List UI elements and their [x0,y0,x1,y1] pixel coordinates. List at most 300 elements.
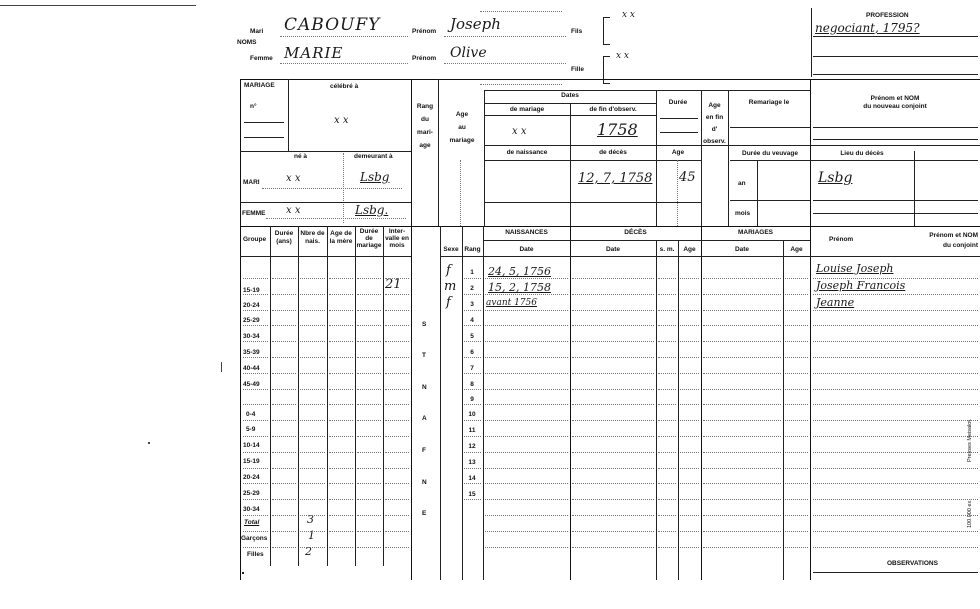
row-rule [272,310,296,311]
date-mariage-label: de mariage [509,106,545,113]
row-rule [272,452,296,453]
stray-rule [0,5,196,6]
row-rule [680,389,699,390]
garcons-label: Garçons [241,535,268,542]
row-rule [813,404,978,405]
enfants-letter: S [422,321,427,328]
row-rule [680,404,699,405]
group-row: 25-29 [243,490,260,497]
row-rule [680,515,699,516]
row-rule [813,468,978,469]
row-rule [385,499,409,500]
naissance-label: de naissance [506,149,548,156]
row-rule [357,278,381,279]
row-rule [272,389,296,390]
row-rule [357,515,381,516]
row-rule [813,373,978,374]
row-rule [785,341,808,342]
deces-age-header: Age [683,246,696,253]
row-rule [329,373,353,374]
row-rule [572,404,654,405]
row-rule [813,499,978,500]
rang-rule [464,341,481,342]
mari-deces-age: 45 [679,170,696,185]
row-rule [300,515,325,516]
child-naissance: 24, 5, 1756 [488,265,551,278]
row-rule [658,436,676,437]
rang-rule [464,452,481,453]
row-rule [703,468,781,469]
row-rule [572,341,654,342]
femme-nom: MARIE [284,44,344,62]
row-rule [703,515,781,516]
row-rule [658,404,676,405]
row-rule [357,531,381,532]
row-rule [658,294,676,295]
row-rule [357,420,381,421]
row-rule [785,294,808,295]
rang-rule [464,483,481,484]
print-count: 100.000 ex. [967,499,973,528]
row-rule [300,436,325,437]
row-rule [357,373,381,374]
row-rule [300,420,325,421]
row-rule [385,341,409,342]
femme-prenom-label: Prénom [412,55,437,62]
row-rule [272,373,296,374]
row-rule [658,373,676,374]
rang-rule [464,468,481,469]
row-rule [272,468,296,469]
intervalle-value: 21 [385,277,402,292]
child-prenom: Louise Joseph [816,262,894,275]
row-rule [485,436,568,437]
row-rule [243,389,268,390]
rang-number: 7 [470,365,474,372]
row-rule [272,515,296,516]
row-rule [703,499,781,500]
child-naissance: 15, 2, 1758 [488,281,551,294]
group-row: 30-34 [243,333,260,340]
row-rule [385,325,409,326]
rang-number: 4 [470,317,474,324]
rang-rule [464,325,481,326]
row-rule [272,483,296,484]
fille-value: x x [616,51,630,61]
group-row: 35-39 [243,349,260,356]
row-rule [329,357,353,358]
mari-demeurant-value: Lsbg [360,170,390,184]
femme-row-label: FEMME [242,210,266,217]
row-rule [385,483,409,484]
groupe-header: Groupe [243,236,267,243]
row-rule [300,373,325,374]
row-rule [300,294,325,295]
celebre-value: x x [334,115,349,126]
row-rule [300,310,325,311]
row-rule [680,278,699,279]
group-row: 20-24 [243,302,260,309]
row-rule [703,420,781,421]
group-row: 45-49 [243,381,260,388]
row-rule [572,294,654,295]
enfants-letter: T [422,352,426,359]
row-rule [658,468,676,469]
fils-bracket [603,17,610,45]
row-rule [680,357,699,358]
age-fin-label: Age en fin d' observ. [703,102,726,145]
row-rule [785,357,808,358]
rang-rule [464,310,481,311]
deces-date-header: Date [605,246,621,253]
row-rule [680,436,699,437]
row-rule [300,357,325,358]
row-rule [329,404,353,405]
row-rule [329,294,353,295]
demeurant-label: demeurant à [354,153,393,160]
naissance-date-header: Date [519,246,534,253]
rang-number: 15 [468,491,476,498]
celebre-label: célébré à [330,83,359,90]
total-value: 3 [307,513,314,526]
row-rule [385,278,409,279]
row-rule [300,483,325,484]
rang-rule [464,294,481,295]
row-rule [785,483,808,484]
row-rule [572,373,654,374]
row-rule [243,515,268,516]
row-rule [785,420,808,421]
row-rule [785,389,808,390]
date-fin-value: 1758 [597,120,638,139]
row-rule [485,531,568,532]
row-rule [243,341,268,342]
row-rule [785,499,808,500]
row-rule [300,278,325,279]
mari-nom: CABOUFY [284,15,381,35]
row-rule [572,436,654,437]
row-rule [272,294,296,295]
mari-deces-date: 12, 7, 1758 [578,171,653,186]
total-label: Total [244,519,260,526]
enfants-letter: A [422,415,427,422]
row-rule [385,547,409,548]
noms-label: NOMS [237,39,257,46]
row-rule [485,310,568,311]
row-rule [703,483,781,484]
row-rule [680,325,699,326]
row-rule [485,483,568,484]
group-row: 25-29 [243,317,260,324]
row-rule [785,325,808,326]
enfants-letter: N [422,384,427,391]
rang-rule [464,420,481,421]
row-rule [658,515,676,516]
row-rule [329,436,353,437]
conjoint-header: Prénom et NOM du conjoint [929,232,978,249]
row-rule [703,373,781,374]
row-rule [243,325,268,326]
garcons-value: 1 [308,529,315,542]
mari-prenom-label: Prénom [412,28,437,35]
child-sexe: f [446,263,451,278]
row-rule [357,452,381,453]
row-rule [300,404,325,405]
row-rule [485,373,568,374]
row-rule [680,531,699,532]
row-rule [813,436,978,437]
mari-ne-value: x x [286,173,301,184]
mariages-header: MARIAGES [737,229,774,236]
row-rule [485,499,568,500]
femme-ne-value: x x [286,205,301,216]
enfants-letter: F [422,447,426,454]
row-rule [785,310,808,311]
row-rule [703,310,781,311]
mariage-label: MARIAGE [244,82,275,89]
row-rule [243,468,268,469]
row-rule [385,373,409,374]
enfants-letter: E [422,510,427,517]
row-rule [785,547,808,548]
fille-label: Fille [571,66,585,73]
row-rule [243,310,268,311]
mari-row-label: MARI [243,179,260,186]
row-rule [300,499,325,500]
row-rule [243,278,268,279]
row-rule [357,341,381,342]
duree-ans-header: Durée (ans) [274,230,294,245]
rang-number: 9 [470,396,474,403]
rang-rule [464,278,481,279]
row-rule [243,357,268,358]
row-rule [385,515,409,516]
duree-veuvage-label: Durée du veuvage [742,150,798,157]
row-rule [485,389,568,390]
row-rule [485,341,568,342]
row-rule [658,278,676,279]
row-rule [272,547,296,548]
remariage-label: Remariage le [748,99,790,106]
row-rule [572,531,654,532]
child-sexe: m [444,279,457,294]
row-rule [385,310,409,311]
row-rule [385,420,409,421]
child-prenom: Joseph Francois [816,279,906,292]
row-rule [703,404,781,405]
sexe-header: Sexe [443,246,459,253]
row-rule [658,531,676,532]
row-rule [485,468,568,469]
row-rule [680,420,699,421]
sm-header: s. m. [659,246,675,253]
row-rule [785,531,808,532]
row-rule [703,357,781,358]
rang-number: 8 [470,381,474,388]
rang-rule [464,389,481,390]
row-rule [785,452,808,453]
row-rule [703,531,781,532]
row-rule [272,436,296,437]
row-rule [300,341,325,342]
rang-mariage-label: Rang du mari- age [416,103,434,149]
lieu-deces-value: Lsbg [818,170,853,186]
row-rule [703,341,781,342]
group-row: 15-19 [243,458,260,465]
row-rule [813,341,978,342]
rang-rule [464,357,481,358]
row-rule [385,404,409,405]
group-row: 15-19 [243,287,260,294]
row-rule [658,389,676,390]
row-rule [572,310,654,311]
row-rule [243,547,268,548]
dates-label: Dates [561,92,579,99]
row-rule [272,278,296,279]
row-rule [572,547,654,548]
mari-label: Mari [250,28,264,35]
row-rule [572,515,654,516]
filles-label: Filles [247,551,264,558]
rang-number: 10 [468,411,476,418]
row-rule [680,468,699,469]
row-rule [813,515,978,516]
row-rule [243,531,268,532]
row-rule [813,389,978,390]
row-rule [658,420,676,421]
row-rule [385,531,409,532]
row-rule [572,389,654,390]
femme-label: Femme [250,55,273,62]
row-rule [658,310,676,311]
row-rule [680,483,699,484]
rang-number: 5 [470,333,474,340]
row-rule [785,373,808,374]
mariage-age-header: Age [790,246,803,253]
row-rule [357,436,381,437]
row-rule [300,325,325,326]
row-rule [329,515,353,516]
row-rule [329,389,353,390]
row-rule [357,483,381,484]
row-rule [357,547,381,548]
row-rule [703,452,781,453]
deces-date-label: de décès [599,149,627,156]
row-rule [272,325,296,326]
filles-value: 2 [305,545,312,558]
row-rule [357,357,381,358]
date-fin-label: de fin d'observ. [589,106,637,113]
stray-dot [148,442,150,444]
deces-header: DÉCÈS [624,229,647,236]
row-rule [272,420,296,421]
row-rule [785,404,808,405]
row-rule [300,389,325,390]
rang-rule [464,499,481,500]
row-rule [300,452,325,453]
row-rule [272,531,296,532]
printer-mark: Presses Meisalot. [967,418,973,462]
row-rule [703,389,781,390]
row-rule [680,373,699,374]
row-rule [272,499,296,500]
enfants-letter: N [422,479,427,486]
no-label: n° [250,103,257,110]
row-rule [813,531,978,532]
row-rule [272,341,296,342]
row-rule [243,499,268,500]
ne-label: né à [294,153,308,160]
rang-number: 13 [468,459,476,466]
intervalle-header: Inter- valle en mois [385,228,409,249]
row-rule [385,452,409,453]
date-mariage-value: x x [512,126,527,137]
profession-value: negociant, 1795? [815,21,920,35]
age-deces-label: Age [671,149,685,156]
row-rule [658,452,676,453]
child-prenom: Jeanne [816,296,855,309]
row-rule [485,404,568,405]
row-rule [813,294,978,295]
row-rule [329,325,353,326]
rang-number: 12 [468,443,476,450]
row-rule [485,278,568,279]
row-rule [272,357,296,358]
row-rule [813,420,978,421]
row-rule [658,341,676,342]
row-rule [572,452,654,453]
row-rule [357,310,381,311]
row-rule [385,436,409,437]
row-rule [485,547,568,548]
row-rule [385,294,409,295]
child-sexe: f [446,295,451,310]
row-rule [485,452,568,453]
rang-number: 11 [468,427,476,434]
rang-number: 1 [470,269,474,276]
row-rule [680,294,699,295]
row-rule [485,420,568,421]
group-row: 10-14 [243,442,260,449]
row-rule [813,357,978,358]
row-rule [329,452,353,453]
row-rule [485,515,568,516]
row-rule [572,499,654,500]
row-rule [243,452,268,453]
row-rule [243,420,268,421]
row-rule [485,325,568,326]
duree-mariage-header: Durée de mariage [356,228,382,249]
row-rule [243,436,268,437]
row-rule [329,420,353,421]
row-rule [572,325,654,326]
row-rule [329,310,353,311]
rang-rule [464,436,481,437]
row-rule [680,547,699,548]
group-row: 40-44 [243,365,260,372]
row-rule [572,468,654,469]
rang-header: Rang [464,246,481,253]
row-rule [813,483,978,484]
rang-number: 6 [470,349,474,356]
row-rule [357,404,381,405]
row-rule [272,404,296,405]
prenom-header: Prénom [829,236,854,243]
row-rule [357,294,381,295]
row-rule [680,310,699,311]
row-rule [572,357,654,358]
row-rule [572,483,654,484]
